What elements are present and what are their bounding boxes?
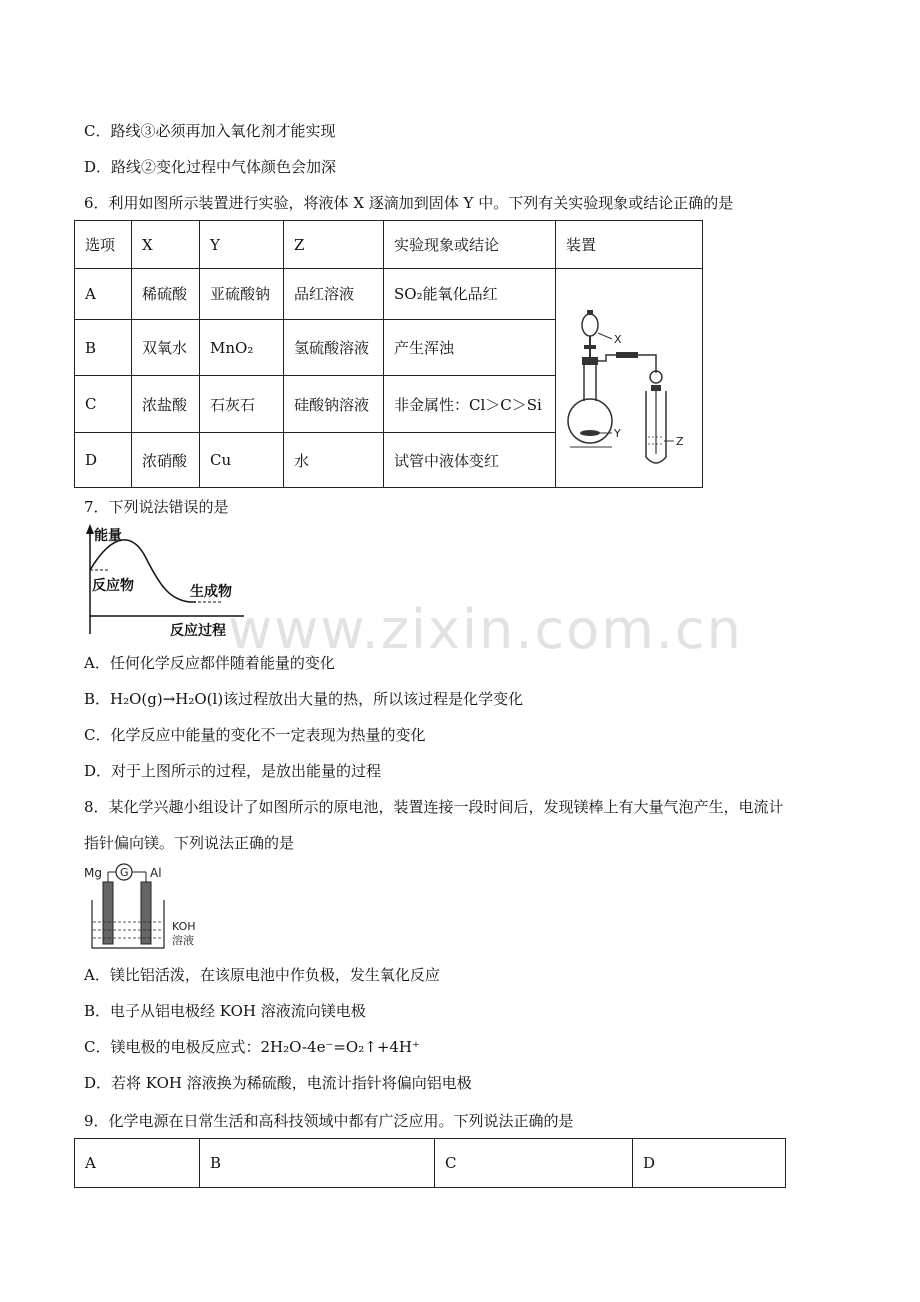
label-y: Y [614, 427, 621, 440]
diagram-xlabel: 反应过程 [170, 623, 226, 639]
q6-header: 实验现象或结论 [384, 221, 556, 269]
q6-cell: D [75, 433, 132, 488]
q8-option-b: B．电子从铝电极经 KOH 溶液流向镁电极 [84, 1002, 366, 1020]
diagram-reactant: 反应物 [92, 578, 134, 594]
label-solution: 溶液 [172, 934, 194, 947]
q6-header: X [132, 221, 200, 269]
q6-cell: 石灰石 [200, 376, 284, 433]
label-mg: Mg [84, 866, 102, 880]
q6-table [74, 220, 703, 488]
q6-cell: Cu [200, 433, 284, 488]
label-koh: KOH [172, 920, 196, 933]
q6-cell: 浓硝酸 [132, 433, 200, 488]
q9-header: D [633, 1139, 786, 1188]
q6-cell: 氢硫酸溶液 [284, 319, 384, 376]
label-g: G [120, 866, 129, 879]
q6-cell: 产生浑浊 [384, 319, 556, 376]
q6-apparatus-diagram [556, 269, 702, 483]
q8-stem-line2: 指针偏向镁。下列说法正确的是 [84, 834, 295, 852]
q7-stem: 7．下列说法错误的是 [84, 498, 229, 516]
diagram-product: 生成物 [190, 584, 232, 600]
q5-option-c: C．路线③必须再加入氧化剂才能实现 [84, 122, 336, 140]
q9-table [74, 1138, 786, 1188]
label-z: Z [676, 435, 684, 448]
q9-header: B [200, 1139, 435, 1188]
q6-cell: 试管中液体变红 [384, 433, 556, 488]
q6-header: Z [284, 221, 384, 269]
q8-option-d: D．若将 KOH 溶液换为稀硫酸，电流计指针将偏向铝电极 [84, 1074, 472, 1092]
q9-header: A [75, 1139, 200, 1188]
q8-option-c: C．镁电极的电极反应式：2H₂O-4e⁻=O₂↑+4H⁺ [84, 1038, 420, 1056]
q6-stem: 6．利用如图所示装置进行实验，将液体 X 逐滴加到固体 Y 中。下列有关实验现象或结论正确的是 [84, 194, 734, 212]
q6-cell: C [75, 376, 132, 433]
q6-apparatus-cell [556, 269, 703, 488]
galvanic-cell-diagram [84, 860, 214, 952]
q6-cell: B [75, 319, 132, 376]
label-x: X [614, 333, 622, 346]
q6-cell: 品红溶液 [284, 269, 384, 320]
q8-option-a: A．镁比铝活泼，在该原电池中作负极，发生氧化反应 [84, 966, 440, 984]
y-axis-arrow-icon [86, 524, 94, 534]
label-al: Al [150, 866, 162, 880]
q9-header: C [435, 1139, 633, 1188]
q6-cell: SO₂能氧化品红 [384, 269, 556, 320]
watermark: www.zixin.com.cn [228, 598, 743, 661]
q9-stem: 9．化学电源在日常生活和高科技领域中都有广泛应用。下列说法正确的是 [84, 1112, 574, 1130]
q5-option-d: D．路线②变化过程中气体颜色会加深 [84, 158, 337, 176]
q8-stem-line1: 8．某化学兴趣小组设计了如图所示的原电池，装置连接一段时间后，发现镁棒上有大量气泡产生，电流计 [84, 798, 784, 816]
diagram-ylabel: 能量 [94, 528, 122, 544]
q6-cell: MnO₂ [200, 319, 284, 376]
q6-cell: 亚硫酸钠 [200, 269, 284, 320]
q7-option-d: D．对于上图所示的过程，是放出能量的过程 [84, 762, 382, 780]
q6-cell: 稀硫酸 [132, 269, 200, 320]
q6-cell: 硅酸钠溶液 [284, 376, 384, 433]
q6-cell: 非金属性：Cl＞C＞Si [384, 376, 556, 433]
q6-header: 选项 [75, 221, 132, 269]
q6-header: Y [200, 221, 284, 269]
energy-diagram [84, 522, 254, 642]
q6-header: 装置 [556, 221, 703, 269]
q6-cell: 浓盐酸 [132, 376, 200, 433]
q7-option-a: A．任何化学反应都伴随着能量的变化 [84, 654, 335, 672]
q7-option-b: B．H₂O(g)→H₂O(l)该过程放出大量的热，所以该过程是化学变化 [84, 690, 524, 708]
q6-cell: A [75, 269, 132, 320]
q6-cell: 双氧水 [132, 319, 200, 376]
q7-option-c: C．化学反应中能量的变化不一定表现为热量的变化 [84, 726, 426, 744]
q6-cell: 水 [284, 433, 384, 488]
